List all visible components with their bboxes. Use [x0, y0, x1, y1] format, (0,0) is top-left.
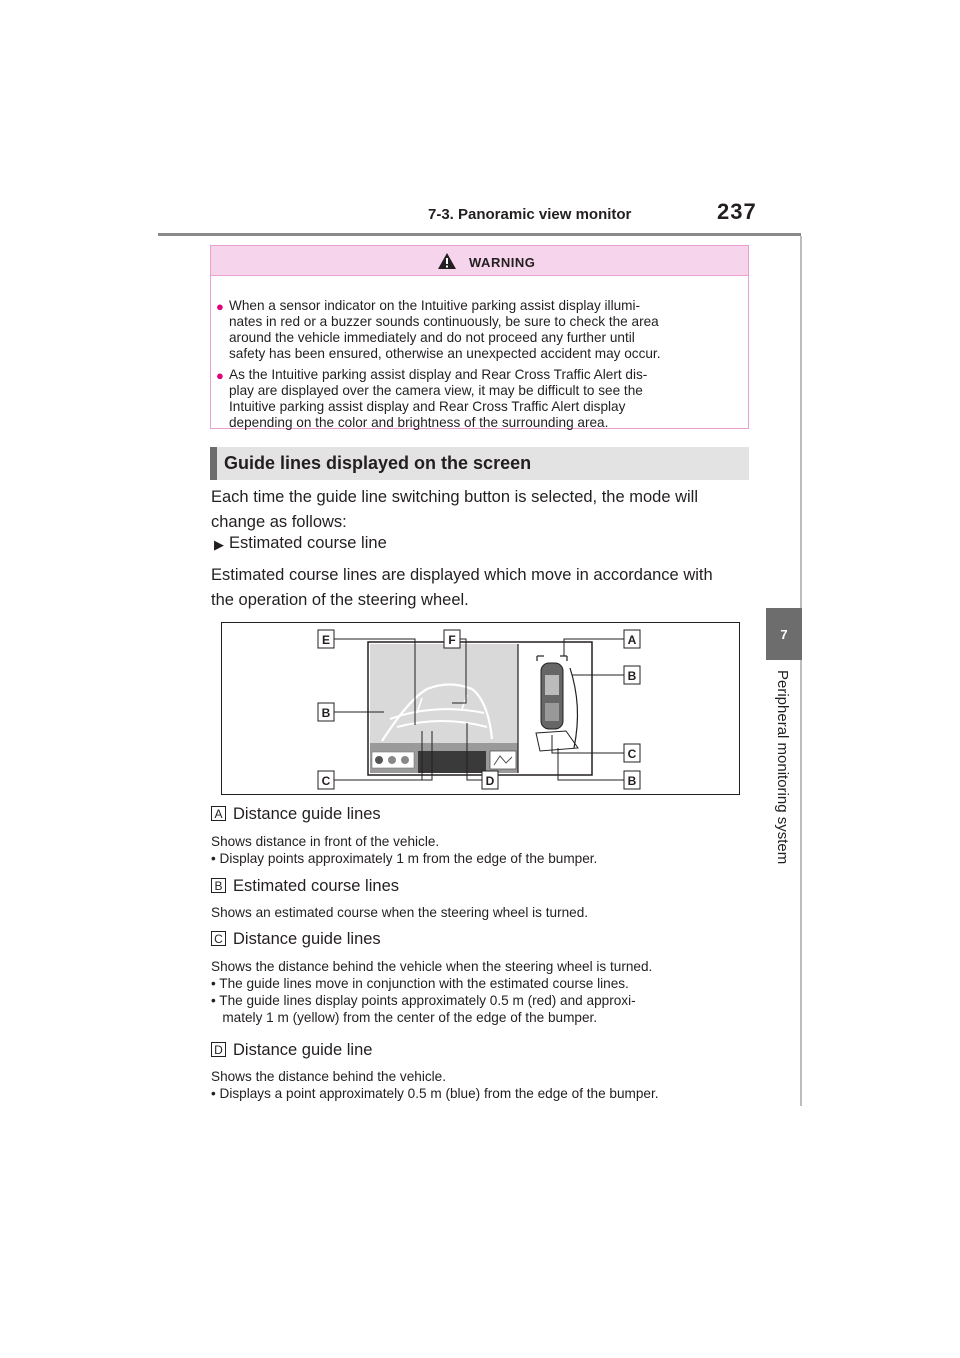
item-heading: Distance guide lines [233, 805, 381, 823]
triangle-bullet-icon: ▶ [214, 537, 224, 552]
callout-B: B [627, 774, 637, 788]
item-letter-C: C [211, 931, 226, 946]
warning-title: WARNING [469, 255, 536, 270]
warning-line: depending on the color and brightness of the surrounding area. [229, 415, 609, 430]
item-description: Shows the distance behind the vehicle. • Displays a point approximately 0.5 m (blue) from the edge of the bumper. [211, 1069, 659, 1101]
bullet-icon: ● [216, 368, 224, 383]
section-title: Guide lines displayed on the screen [224, 453, 532, 473]
warning-triangle-icon [437, 252, 457, 270]
warning-line: safety has been ensured, otherwise an unexpected accident may occur. [229, 346, 661, 361]
item-heading: Estimated course lines [233, 877, 399, 895]
warning-line: As the Intuitive parking assist display and Rear Cross Traffic Alert dis- [229, 367, 648, 382]
intro-paragraph: Each time the guide line switching button is selected, the mode will change as follows: [211, 488, 699, 531]
callout-A: A [627, 633, 637, 647]
warning-line: around the vehicle immediately and do not proceed any further until [229, 330, 635, 345]
subheading: Estimated course line [229, 534, 387, 552]
callout-B: B [627, 669, 637, 683]
side-rule [800, 236, 802, 1106]
callout-F: F [448, 633, 456, 647]
monitor-illustration [222, 623, 739, 794]
item-letter-B: B [211, 878, 226, 893]
section-bar [210, 447, 749, 480]
warning-box [210, 245, 749, 429]
bullet-icon: ● [216, 299, 224, 314]
page-number: 237 [717, 199, 757, 224]
item-heading: Distance guide line [233, 1041, 373, 1059]
warning-line: nates in red or a buzzer sounds continuously, be sure to check the area [229, 314, 659, 329]
item-heading: Distance guide lines [233, 930, 381, 948]
warning-line: play are displayed over the camera view, it may be difficult to see the [229, 383, 643, 398]
item-letter-A: A [211, 806, 226, 821]
callout-C: C [321, 774, 331, 788]
item-description: Shows distance in front of the vehicle. • Display points approximately 1 m from the edge of the bumper. [211, 834, 598, 866]
warning-header [211, 246, 748, 276]
running-header: 7-3. Panoramic view monitor [428, 206, 632, 223]
item-description: Shows the distance behind the vehicle when the steering wheel is turned. • The guide lines move in conjunction with the estimated course lines. • The guide lines display points approximately 0.5 m (red) and approxi- mately 1 m (yellow) from the center of the edge of the bumper. [211, 959, 653, 1025]
callout-D: D [485, 774, 495, 788]
callout-B: B [321, 706, 331, 720]
header-rule [158, 233, 801, 236]
warning-line: When a sensor indicator on the Intuitive parking assist display illumi- [229, 298, 641, 313]
item-description: Shows an estimated course when the steering wheel is turned. [211, 905, 589, 920]
callout-C: C [627, 747, 637, 761]
chapter-title: Peripheral monitoring system [774, 670, 791, 865]
figure-frame [221, 622, 740, 795]
course-paragraph: Estimated course lines are displayed which move in accordance with the operation of the steering wheel. [211, 566, 713, 609]
warning-line: Intuitive parking assist display and Rear Cross Traffic Alert display [229, 399, 626, 414]
callout-E: E [321, 633, 331, 647]
chapter-tab: 7 [766, 608, 802, 660]
item-letter-D: D [211, 1042, 226, 1057]
